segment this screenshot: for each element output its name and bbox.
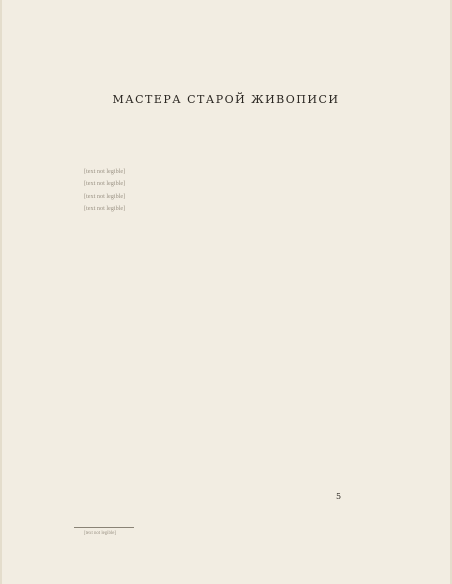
- footnote: [text not legible]: [84, 531, 116, 536]
- paragraph: [text not legible]: [84, 180, 126, 188]
- footnote-divider: [74, 527, 134, 528]
- paragraph: [text not legible]: [84, 168, 126, 175]
- page-number: 5: [336, 492, 342, 501]
- paragraph: [text not legible]: [84, 205, 126, 213]
- paragraph: [text not legible]: [84, 192, 126, 200]
- body-text: [74, 168, 380, 218]
- page-title: МАСТЕРА СТАРОЙ ЖИВОПИСИ: [112, 93, 340, 106]
